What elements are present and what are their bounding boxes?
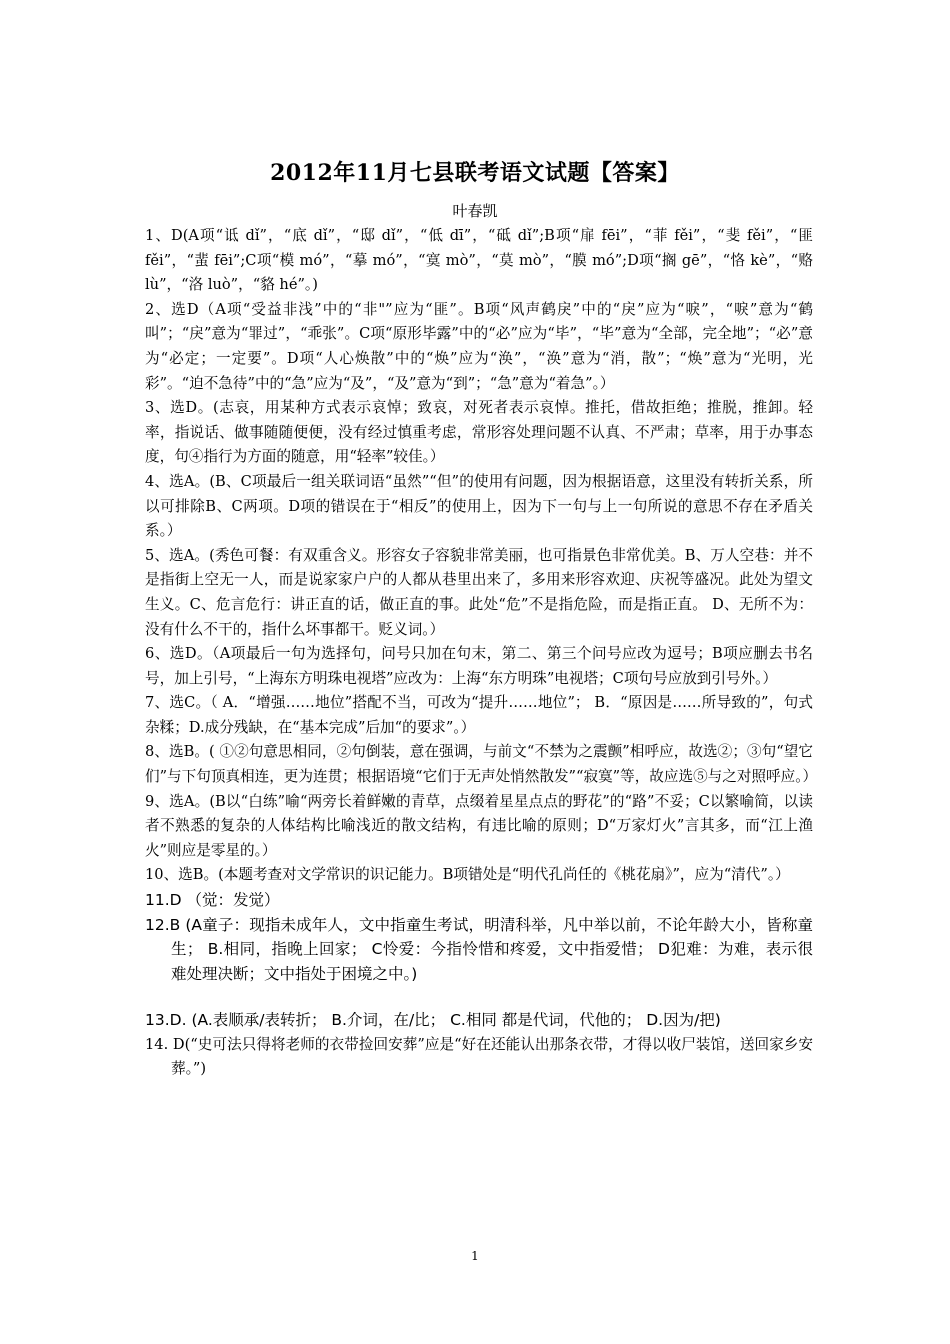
answer-list — [145, 224, 818, 1082]
answer-5: 5、选A。(秀色可餐：有双重含义。形容女子容貌非常美丽，也可指景色非常优美。B、万人空巷：并不是指街上空无一人，而是说家家户户的人都从巷里出来了，多用来形容欢迎、庆祝等盛况。此处为望文生义。C、危言危行：讲正直的话，做正直的事。此处“危”不是指危险，而是指正直。 D、无所不为：没有什么不干的，指什么坏事都干。贬义词。） — [145, 546, 813, 638]
answer-9: 9、选A。(B以“白练”喻“两旁长着鲜嫩的青草，点缀着星星点点的野花”的“路”不妥；C以繁喻简，以读者不熟悉的复杂的人体结构比喻浅近的散文结构，有违比喻的原则；D“万家灯火”言其多，而“江上渔火”则应是零星的。） — [145, 792, 813, 859]
answer-2: 2、选D（A项“受益非浅”中的“非"”应为“匪”。B项“风声鹤戾”中的“戾”应为“唳”，“唳”意为“鹤叫”；“戾”意为“罪过”，“乖张”。C项“原形毕露”中的“必”应为“毕”，“毕”意为“全部，完全地”；“必”意为“必定；一定要”。D项“人心焕散”中的“焕”应为“涣”，“涣”意为“消，散”；“焕”意为“光明，光彩”。“迫不急待”中的“急”应为“及”，“及”意为“到”；“急”意为“着急”。） — [145, 300, 813, 392]
answer-11: 11.D （觉：发觉） — [145, 891, 280, 910]
spacer — [145, 986, 813, 1008]
answer-14: 14. D(“史可法只得将老师的衣带捡回安葬”应是“好在还能认出那条衣带，才得以收尸装馆，送回家乡安葬。”) — [145, 1035, 813, 1078]
answer-7: 7、选C。（ A．“增强……地位”搭配不当，可改为“提升……地位”； B．“原因是……所导致的”，句式杂糅；D.成分残缺，在“基本完成”后加“的要求”。） — [145, 694, 813, 736]
answer-8: 8、选B。( ①②句意思相同，②句倒装，意在强调，与前文“不禁为之震颤”相呼应，故选②；③句“望它们”与下句顶真相连，更为连贯；根据语境“它们于无声处悄然散发”“寂寞”等，故应选⑤与之对照呼应。） — [145, 743, 818, 786]
answer-4: 4、选A。(B、C项最后一组关联词语“虽然”“但”的使用有问题，因为根据语意，这里没有转折关系，所以可排除B、C两项。D项的错误在于“相反”的使用上，因为下一句与上一句所说的意思不存在矛盾关系。） — [145, 472, 813, 540]
answer-12: 12.B (A童子：现指未成年人，文中指童生考试，明清科举，凡中举以前，不论年龄大小，皆称童生； B.相同，指晚上回家； C怜爱：今指怜惜和疼爱，文中指爱惜； D犯难：为难，表示很难处理决断；文中指处于困境之中。) — [145, 915, 813, 983]
page-number: 1 — [471, 1249, 479, 1263]
document-author: 叶春凯 — [452, 202, 498, 220]
answer-1: 1、D(A项“诋 dǐ”，“底 dǐ”，“邸 dǐ”，“低 dī”，“砥 dǐ”;B项“扉 fēi”，“菲 fěi”，“斐 fěi”，“匪 fěi”，“蜚 fēi”;C项“模 mó”，“摹 mó”，“寞 mò”，“莫 mò”，“膜 mó”;D项“搁 gē”，“恪 kè”，“赂 lù”，“洛 luò”，“貉 hé”。) — [145, 227, 813, 294]
answer-6: 6、选D。（A项最后一句为选择句，问号只加在句末，第二、第三个问号应改为逗号；B项应删去书名号，加上引号，“上海东方明珠电视塔”应改为：上海“东方明珠”电视塔；C项句号应放到引号外。） — [145, 645, 813, 687]
answer-13: 13.D. (A.表顺承/表转折； B.介词，在/比； C.相同 都是代词，代他的； D.因为/把) — [145, 1011, 721, 1030]
document-title: 2012年11月七县联考语文试题【答案】 — [270, 160, 680, 186]
answer-10: 10、选B。(本题考查对文学常识的识记能力。B项错处是“明代孔尚任的《桃花扇》”，应为“清代”。） — [145, 866, 790, 884]
answer-3: 3、选D。(志哀，用某种方式表示哀悼；致哀，对死者表示哀悼。推托，借故拒绝；推脱，推卸。轻率，指说话、做事随随便便，没有经过慎重考虑，常形容处理问题不认真、不严肃；草率，用于办事态度，句④指行为方面的随意，用“轻率”较佳。） — [145, 399, 813, 466]
